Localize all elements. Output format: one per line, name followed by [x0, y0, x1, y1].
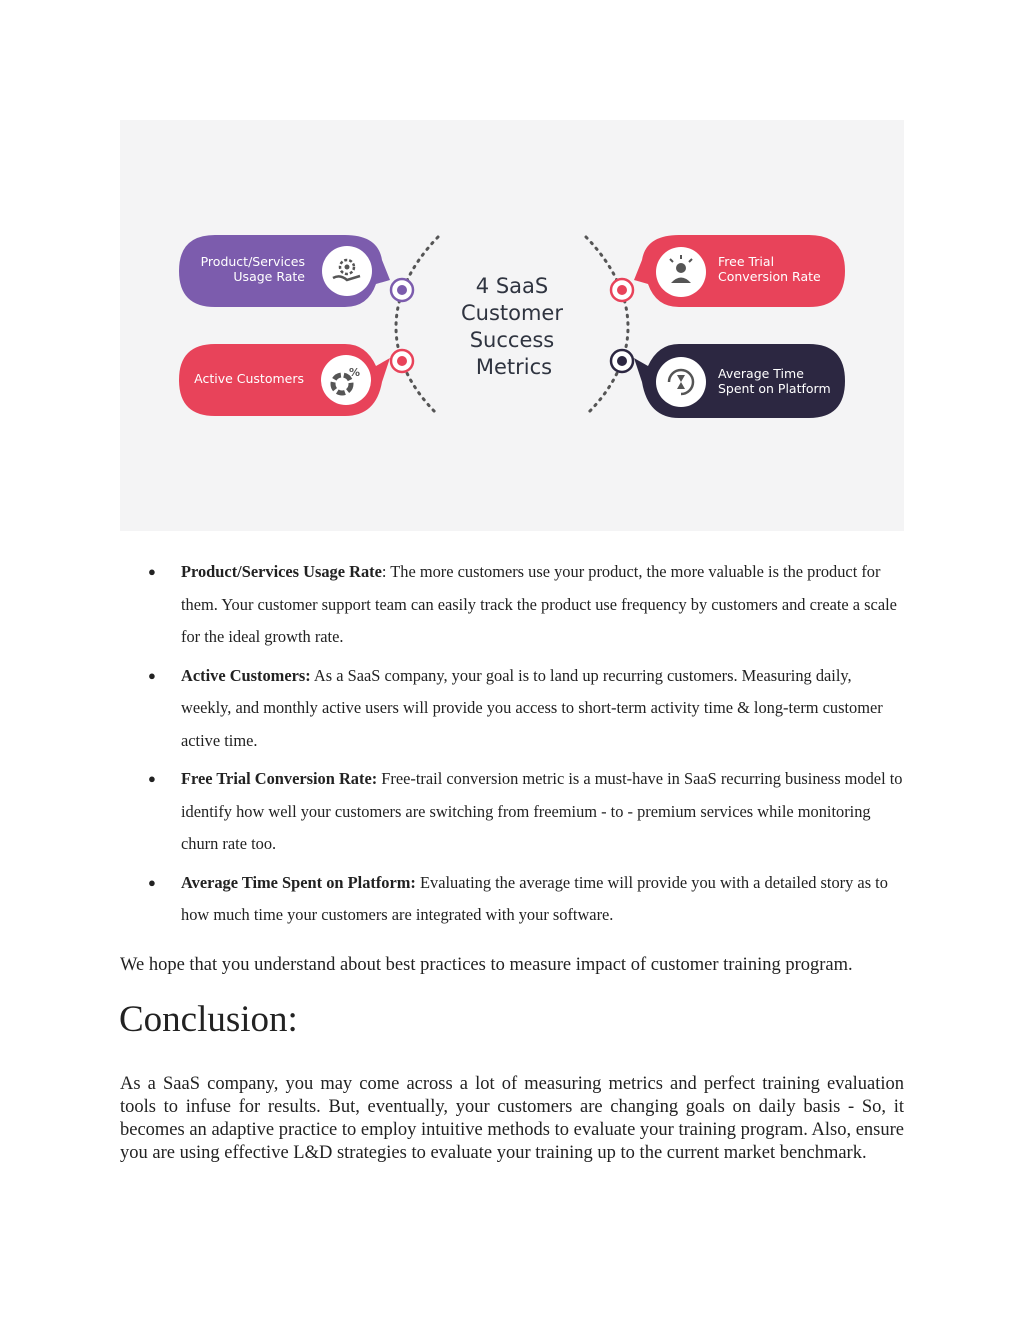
pill-time-line2: Spent on Platform — [718, 381, 831, 396]
bullet-label: Free Trial Conversion Rate: — [181, 769, 378, 788]
right-dotted-arc — [586, 237, 628, 415]
list-item — [120, 763, 904, 861]
infographic-svg — [120, 120, 904, 531]
bullet-text: : The more customers use your product, the more valuable is the product for them. Your customer support team can easily track the product use frequency by customers and create a scale for the ideal growth rate. — [181, 562, 897, 646]
bullet-text: Free-trail conversion metric is a must-have in SaaS recurring business model to identify how well your customers are switching from freemium - to - premium services while monitoring churn rate too. — [181, 769, 903, 853]
list-item — [120, 867, 904, 932]
center-title-line2: Customer — [460, 301, 564, 325]
pill-active-line1: Active Customers — [194, 371, 304, 386]
marker-time — [611, 350, 633, 372]
pill-active-customers — [179, 344, 390, 416]
pill-trial-line1: Free Trial — [718, 254, 775, 269]
pill-usage-line1: Product/Services — [200, 254, 305, 269]
center-title-line1: 4 SaaS — [475, 274, 549, 298]
pill-average-time — [634, 344, 845, 418]
bullet-text: Evaluating the average time will provide you with a detailed story as to how much time your customers are integrated with your software. — [181, 872, 888, 924]
marker-trial — [611, 279, 633, 301]
center-title-line4: Metrics — [475, 355, 553, 379]
pill-free-trial — [634, 235, 845, 307]
bullet-dot: ● — [148, 874, 156, 890]
bullet-label: Average Time Spent on Platform: — [181, 872, 416, 892]
conclusion-paragraph: As a SaaS company, you may come across a lot of measuring metrics and perfect training evaluation tools to infuse for results. But, eventually, your customers are changing goals on daily basis - So, it becomes an adaptive practice to employ intuitive methods to evaluate your training program. Also, ensure you are using effective L&D strategies to evaluate your training up to the current market benchmark. — [120, 1074, 904, 1163]
closing-sentence: We hope that you understand about best practices to measure impact of customer training program. — [120, 955, 853, 975]
pill-time-line1: Average Time — [718, 366, 804, 381]
bullet-dot: ● — [148, 771, 156, 786]
pill-trial-line2: Conversion Rate — [718, 269, 821, 284]
bullet-label: Product/Services Usage Rate — [181, 562, 382, 581]
bullet-text: As a SaaS company, your goal is to land up recurring customers. Measuring daily, weekly, and monthly active users will provide you access to short-term activity time & long-term customer active time. — [181, 665, 883, 750]
marker-usage — [391, 279, 413, 301]
list-item — [120, 556, 904, 654]
bullet-dot: ● — [148, 564, 156, 579]
list-item — [120, 660, 904, 758]
center-title-line3: Success — [469, 328, 555, 352]
bullet-dot: ● — [148, 667, 156, 683]
saas-metrics-infographic — [120, 120, 904, 531]
metrics-bullet-list — [120, 556, 904, 938]
pill-usage-rate — [179, 235, 390, 307]
svg-text:%: % — [349, 366, 361, 379]
left-dotted-arc — [396, 237, 438, 415]
bullet-label: Active Customers: — [181, 665, 311, 685]
conclusion-heading: Conclusion: — [119, 999, 298, 1040]
marker-active — [391, 350, 413, 372]
pill-usage-line2: Usage Rate — [233, 269, 305, 284]
